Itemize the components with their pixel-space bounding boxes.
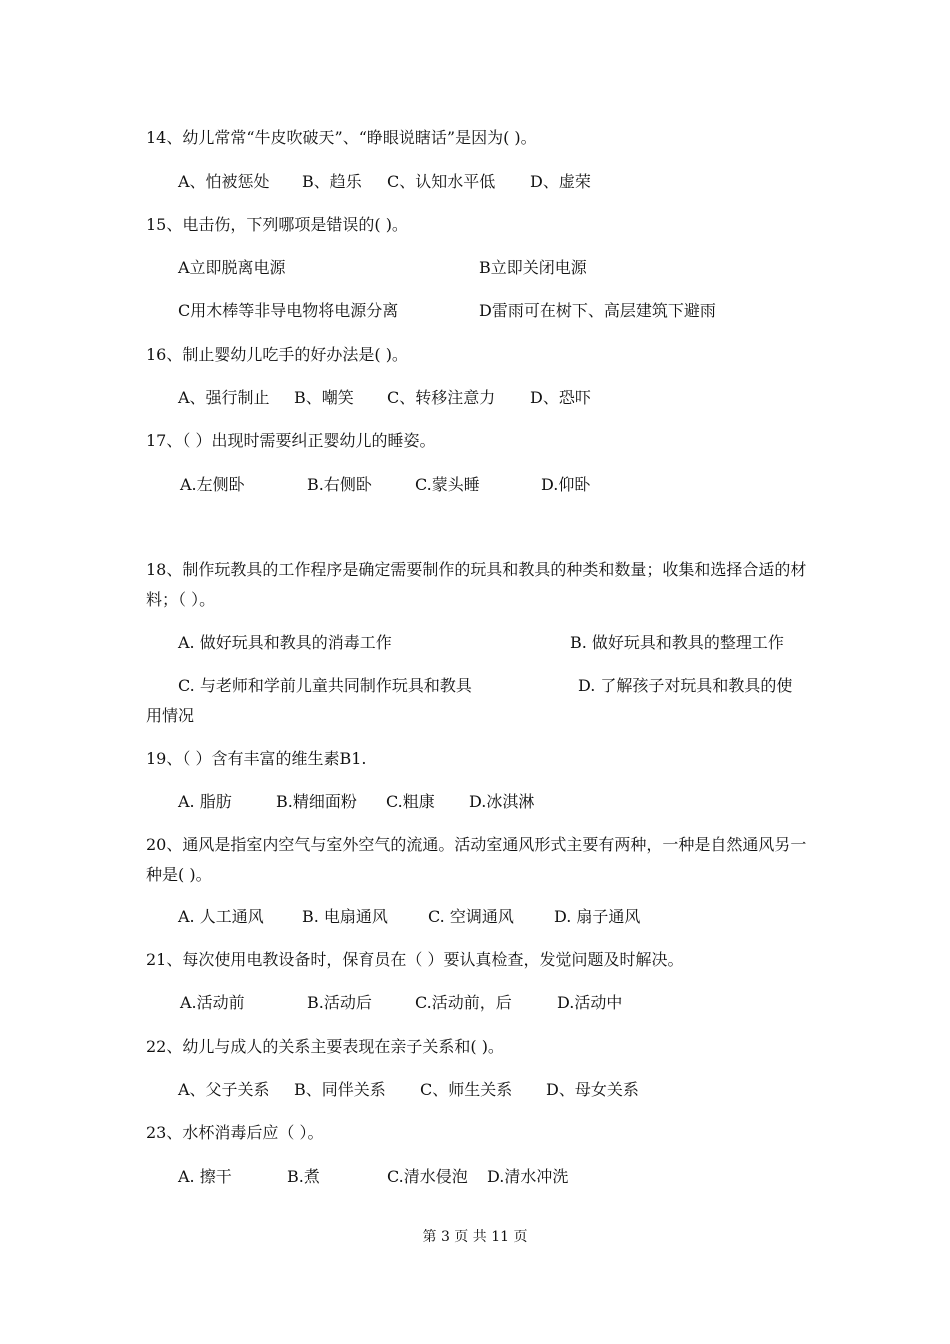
question-21-option-c: C.活动前，后 <box>415 993 512 1012</box>
question-19-stem: 19、（ ）含有丰富的维生素B1. <box>146 749 367 768</box>
question-16-option-b: B、嘲笑 <box>294 388 354 407</box>
question-17-option-d: D.仰卧 <box>541 475 591 494</box>
question-21-stem: 21、每次使用电教设备时，保育员在（ ）要认真检查，发觉问题及时解决。 <box>146 950 684 969</box>
question-18-option-d-line1: D. 了解孩子对玩具和教具的使 <box>578 676 793 695</box>
question-16-option-c: C、转移注意力 <box>387 388 496 407</box>
question-22-option-a: A、父子关系 <box>178 1080 270 1099</box>
question-14-stem: 14、幼儿常常“牛皮吹破天”、“睁眼说瞎话”是因为( )。 <box>146 128 537 147</box>
question-14-option-a: A、怕被惩处 <box>178 172 270 191</box>
question-18-option-b: B. 做好玩具和教具的整理工作 <box>570 633 784 652</box>
question-19-option-c: C.粗康 <box>386 792 435 811</box>
page-footer <box>0 1228 950 1246</box>
question-18-option-a: A. 做好玩具和教具的消毒工作 <box>178 633 392 652</box>
question-18-option-d-line2: 用情况 <box>146 706 195 725</box>
question-23-option-b: B.煮 <box>287 1167 320 1186</box>
page-number-label: 第 3 页 共 11 页 <box>422 1229 528 1245</box>
question-23-option-d: D.清水冲洗 <box>487 1167 569 1186</box>
question-19-option-a: A. 脂肪 <box>178 792 232 811</box>
question-14-option-c: C、认知水平低 <box>387 172 496 191</box>
question-20-option-c: C. 空调通风 <box>428 907 514 926</box>
question-20-option-a: A. 人工通风 <box>178 907 264 926</box>
question-15-option-c: C用木棒等非导电物将电源分离 <box>178 301 399 320</box>
question-17-stem: 17、（ ）出现时需要纠正婴幼儿的睡姿。 <box>146 431 436 450</box>
question-21-option-d: D.活动中 <box>557 993 623 1012</box>
question-16-stem: 16、制止婴幼儿吃手的好办法是( )。 <box>146 345 408 364</box>
question-20-stem: 20、通风是指室内空气与室外空气的流通。活动室通风形式主要有两种，一种是自然通风另一种是( )。 <box>146 835 807 884</box>
question-17-option-b: B.右侧卧 <box>307 475 372 494</box>
question-23-option-a: A. 擦干 <box>178 1167 232 1186</box>
question-17-option-c: C.蒙头睡 <box>415 475 480 494</box>
question-16-option-d: D、恐吓 <box>530 388 591 407</box>
question-15-option-a: A立即脱离电源 <box>178 258 286 277</box>
question-16-option-a: A、强行制止 <box>178 388 270 407</box>
question-20-option-b: B. 电扇通风 <box>302 907 388 926</box>
question-22-option-c: C、师生关系 <box>420 1080 513 1099</box>
question-22-option-d: D、母女关系 <box>546 1080 639 1099</box>
question-23-stem: 23、水杯消毒后应（ ）。 <box>146 1123 324 1142</box>
question-15-option-b: B立即关闭电源 <box>479 258 587 277</box>
question-19-option-b: B.精细面粉 <box>276 792 357 811</box>
question-22-option-b: B、同伴关系 <box>294 1080 386 1099</box>
question-15-option-d: D雷雨可在树下、高层建筑下避雨 <box>479 301 716 320</box>
question-15-stem: 15、电击伤，下列哪项是错误的( )。 <box>146 215 408 234</box>
question-18-stem: 18、制作玩教具的工作程序是确定需要制作的玩具和教具的种类和数量；收集和选择合适的材料；（ ）。 <box>146 560 807 609</box>
question-22-stem: 22、幼儿与成人的关系主要表现在亲子关系和( )。 <box>146 1037 504 1056</box>
question-20-option-d: D. 扇子通风 <box>554 907 641 926</box>
question-18-option-c: C. 与老师和学前儿童共同制作玩具和教具 <box>178 676 472 695</box>
question-14-option-b: B、趋乐 <box>302 172 362 191</box>
question-21-option-a: A.活动前 <box>180 993 245 1012</box>
question-19-option-d: D.冰淇淋 <box>469 792 535 811</box>
question-23-option-c: C.清水侵泡 <box>387 1167 468 1186</box>
question-21-option-b: B.活动后 <box>307 993 372 1012</box>
question-17-option-a: A.左侧卧 <box>180 475 245 494</box>
question-14-option-d: D、虚荣 <box>530 172 591 191</box>
